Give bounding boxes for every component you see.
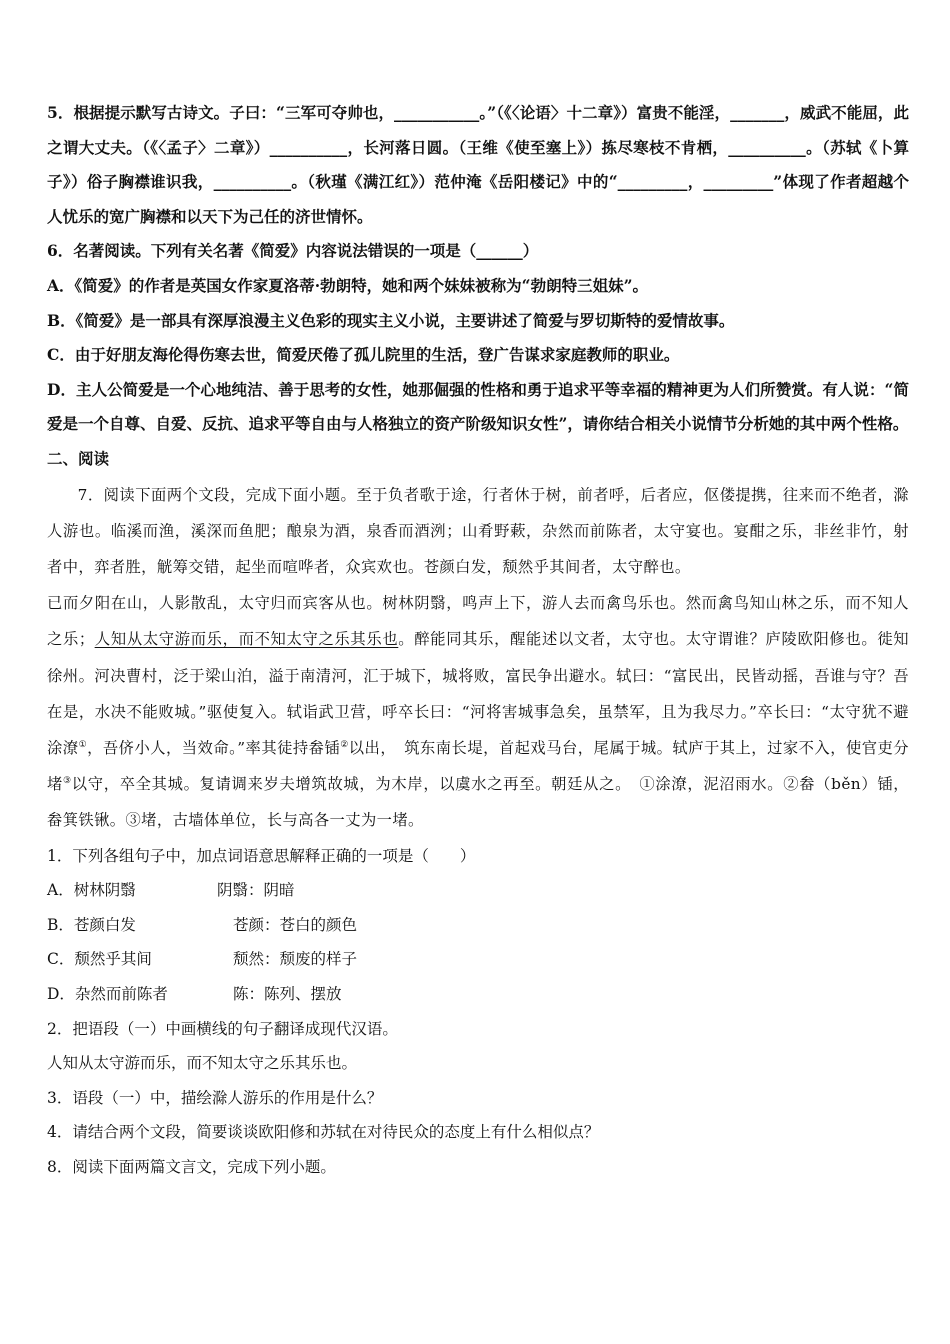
option-gloss: 苍颜：苍白的颜色 [233, 915, 358, 934]
passage-2-text-a: 已而夕阳在山，人影散乱，太守归而宾客从也。树林阴翳，鸣声上下，游人去而禽鸟乐也。然而禽鸟知山林之乐，而不知人之乐； [47, 594, 909, 649]
passage-2-text-c: ，吾侪小人，当效命。”率其徒持畚锸 [87, 738, 341, 757]
footnote-mark-3: ③ [62, 776, 72, 787]
passage-2-text-d: 以出， 筑东南长堤，首起戏马台，尾属于城。轼庐于其上，过家不入，使官吏分堵 [47, 738, 909, 794]
question-6-option-b: B．《简爱》是一部具有深厚浪漫主义色彩的现实主义小说，主要讲述了简爱与罗切斯特的爱情故事。 [47, 310, 735, 330]
sub-question-2-stem: 2．把语段（一）中画横线的句子翻译成现代汉语。 [47, 1019, 398, 1038]
sub-question-1-option-c [47, 942, 909, 977]
option-gloss: 阴翳：阴暗 [217, 881, 295, 900]
section-heading-reading: 二、阅读 [47, 448, 110, 468]
question-6-option-d: D．主人公简爱是一个心地纯洁、善于思考的女性，她那倔强的性格和勇于追求平等幸福的精神更为人们所赞赏。有人说：“简爱是一个自尊、自爱、反抗、追求平等自由与人格独立的资产阶级知识女性”，请你结合相关小说情节分析她的其中两个性格。 [47, 379, 909, 434]
sub-question-1-option-d [47, 977, 909, 1012]
option-gloss: 陈：陈列、摆放 [233, 984, 342, 1003]
question-7-passage-1: 7．阅读下面两个文段，完成下面小题。至于负者歌于途，行者休于树，前者呼，后者应，伛偻提携，往来而不绝者，滁人游也。临溪而渔，溪深而鱼肥；酿泉为酒，泉香而酒洌；山肴野蔌，杂然而前陈者，太守宴也。宴酣之乐，非丝非竹，射者中，弈者胜，觥筹交错，起坐而喧哗者，众宾欢也。苍颜白发，颓然乎其间者，太守醉也。 [47, 485, 909, 576]
sub-question-3-stem: 3．语段（一）中，描绘滁人游乐的作用是什么？ [47, 1088, 383, 1107]
footnote-mark-1: ① [78, 739, 88, 750]
underlined-sentence: 人知从太守游而乐，而不知太守之乐其乐也 [94, 630, 399, 649]
question-6-option-a: A．《简爱》的作者是英国女作家夏洛蒂·勃朗特，她和两个妹妹被称为“勃朗特三姐妹”。 [47, 275, 649, 295]
option-phrase: A．树林阴翳 [47, 881, 136, 900]
footnote-mark-2: ② [340, 739, 349, 750]
question-7-passage-2 [47, 585, 909, 838]
sub-question-2-sentence: 人知从太守游而乐，而不知太守之乐其乐也。 [47, 1054, 358, 1073]
passage-2-text-b: 。醉能同其乐，醒能述以文者，太守也。太守谓谁？庐陵欧阳修也。徙知徐州。河决曹村，泛于梁山泊，溢于南清河，汇于城下，城将败，富民争出避水。轼曰：“富民出，民皆动摇，吾谁与守？吾在是，水决不能败城。”驱使复入。轼诣武卫营，呼卒长曰：“河将害城事急矣，虽禁军，且为我尽力。”卒长曰：“太守犹不避涂潦 [47, 630, 909, 757]
question-5: 5．根据提示默写古诗文。子曰：“三军可夺帅也，___________。”（《〈论语〉十二章》）富贵不能淫，_______，威武不能屈，此之谓大丈夫。（《〈孟子〉二章》）__________，长河落日圆。（王维《使至塞上》）拣尽寒枝不肯栖，__________。（苏轼《卜算子》）俗子胸襟谁识我，__________。（秋瑾《满江红》）范仲淹《岳阳楼记》中的“_________，_________”体现了作者超越个人忧乐的宽广胸襟和以天下为己任的济世情怀。 [47, 103, 909, 226]
sub-question-1-option-a [47, 873, 909, 908]
sub-question-1-option-b [47, 908, 909, 943]
option-phrase: D．杂然而前陈者 [47, 984, 168, 1003]
passage-2-text-e: 以守，卒全其城。复请调来岁夫增筑故城，为木岸，以虞水之再至。朝廷从之。 ①涂潦，泥沼雨水。②畚（běn）锸，畚箕铁锹。③堵，古墙体单位，长与高各一丈为一堵。 [47, 775, 910, 830]
option-phrase: B．苍颜白发 [47, 915, 136, 934]
question-6-option-c: C．由于好朋友海伦得伤寒去世，简爱厌倦了孤儿院里的生活，登广告谋求家庭教师的职业。 [47, 345, 680, 365]
option-phrase: C．颓然乎其间 [47, 950, 152, 969]
question-8-stem: 8．阅读下面两篇文言文，完成下列小题。 [47, 1157, 336, 1176]
option-gloss: 颓然：颓废的样子 [233, 950, 358, 969]
sub-question-4-stem: 4．请结合两个文段，简要谈谈欧阳修和苏轼在对待民众的态度上有什么相似点？ [47, 1123, 600, 1142]
sub-question-1-stem: 1．下列各组句子中，加点词语意思解释正确的一项是（ ） [47, 846, 476, 865]
question-6-stem: 6．名著阅读。下列有关名著《简爱》内容说法错误的一项是（______） [47, 241, 539, 261]
exam-page [47, 96, 909, 1185]
